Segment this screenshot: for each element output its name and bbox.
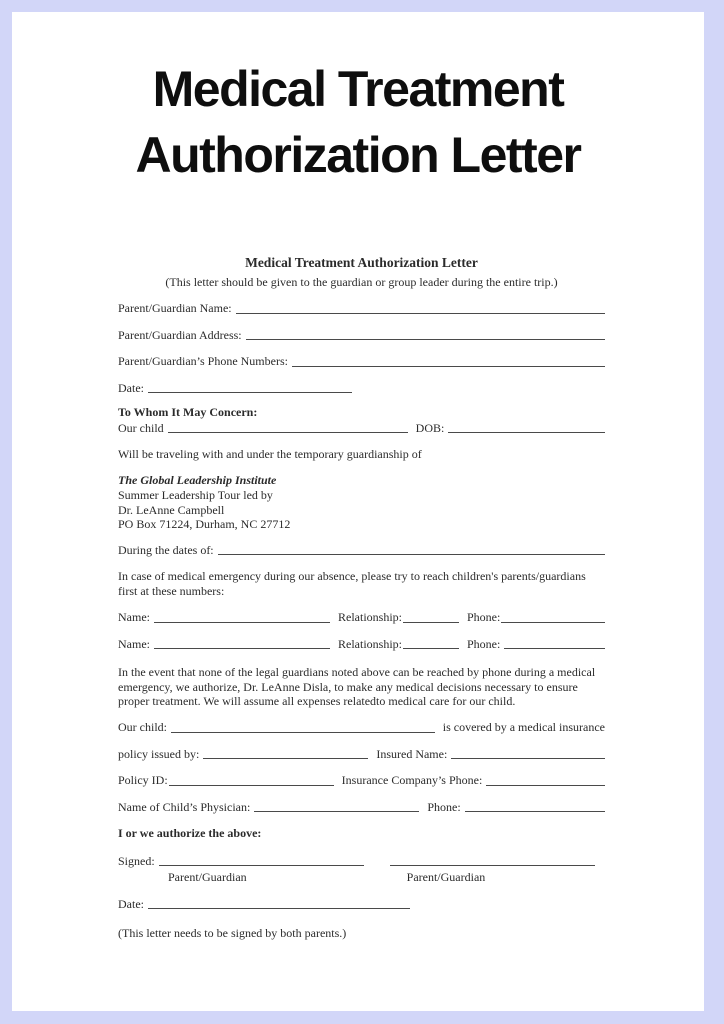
- traveling-line: Will be traveling with and under the temporary guardianship of: [118, 447, 422, 461]
- phone-label: Phone:: [467, 636, 501, 651]
- parent-address-blank-line: [246, 339, 605, 340]
- field-row-physician: [118, 800, 605, 815]
- organization-line4: PO Box 71224, Durham, NC 27712: [118, 517, 291, 532]
- policy-id-blank-line: [169, 785, 334, 786]
- dob-label: DOB:: [415, 420, 445, 435]
- our-child-label: Our child: [118, 420, 164, 435]
- emergency-contact-row-1: [118, 610, 605, 625]
- name-label: Name:: [118, 610, 150, 625]
- contact1-relationship-blank-line: [403, 622, 459, 623]
- phone-label: Phone:: [427, 799, 461, 814]
- policy-issued-blank-line: [203, 758, 368, 759]
- contact1-phone-blank-line: [501, 622, 605, 623]
- insured-name-label: Insured Name:: [376, 746, 448, 761]
- emergency-paragraph: In case of medical emergency during our absence, please try to reach children's parents/guardians first at these numbers:: [118, 569, 586, 598]
- policy-id-label: Policy ID:: [118, 773, 168, 788]
- parent-name-label: Parent/Guardian Name:: [118, 301, 232, 315]
- field-row-parent-address: [118, 328, 605, 343]
- organization-name: The Global Leadership Institute: [118, 473, 277, 488]
- letter-body: [118, 256, 605, 941]
- field-row-parent-phones: [118, 354, 605, 369]
- contact2-phone-blank-line: [504, 648, 605, 649]
- physician-name-blank-line: [254, 811, 419, 812]
- emergency-contact-row-2: [118, 637, 605, 652]
- authorize-heading: I or we authorize the above:: [118, 826, 262, 841]
- insurance-phone-blank-line: [486, 785, 605, 786]
- letter-heading: Medical Treatment Authorization Letter: [245, 255, 478, 270]
- contact2-relationship-blank-line: [403, 648, 459, 649]
- field-row-our-child-dob: [118, 421, 605, 436]
- parent-address-label: Parent/Guardian Address:: [118, 327, 242, 342]
- phone-label: Phone:: [467, 610, 501, 625]
- relationship-label: Relationship:: [338, 636, 402, 651]
- letter-note: (This letter should be given to the guardian or group leader during the entire trip.): [165, 274, 558, 289]
- parent-guardian-caption-1: Parent/Guardian: [168, 870, 247, 885]
- organization-line2: Summer Leadership Tour led by: [118, 488, 273, 502]
- during-dates-label: During the dates of:: [118, 542, 214, 557]
- contact1-name-blank-line: [154, 622, 330, 623]
- name-label: Name:: [118, 636, 150, 651]
- salutation: To Whom It May Concern:: [118, 405, 258, 419]
- signature1-blank-line: [159, 865, 364, 866]
- parent-name-blank-line: [236, 313, 605, 314]
- footer-note: (This letter needs to be signed by both parents.): [118, 926, 347, 941]
- contact2-name-blank-line: [154, 648, 330, 649]
- date-blank-line: [148, 392, 352, 393]
- parent-phones-blank-line: [292, 366, 605, 367]
- insurance-phone-label: Insurance Company’s Phone:: [341, 773, 483, 788]
- field-row-policy-issued: [118, 747, 605, 762]
- relationship-label: Relationship:: [338, 610, 402, 625]
- field-row-signature-date: [118, 897, 605, 912]
- insured-name-blank-line: [451, 758, 605, 759]
- signature-date-blank-line: [148, 908, 410, 909]
- organization-block: [118, 473, 605, 531]
- field-row-policy-id: [118, 773, 605, 788]
- page-title-line1: Medical Treatment: [152, 61, 564, 117]
- parent-guardian-caption-2: Parent/Guardian: [406, 870, 486, 885]
- signature2-blank-line: [390, 865, 595, 866]
- policy-issued-label: policy issued by:: [118, 746, 200, 761]
- field-row-parent-name: [118, 301, 605, 316]
- physician-phone-blank-line: [465, 811, 605, 812]
- our-child2-label: Our child:: [118, 720, 167, 735]
- physician-label: Name of Child’s Physician:: [118, 799, 251, 814]
- our-child-blank-line: [168, 432, 408, 433]
- authorization-paragraph: In the event that none of the legal guardians noted above can be reached by phone during a medical emergency, we authorize, Dr. LeAnne Disla, to make any medical decisions necessary to ensure proper treatment. We will assume all expenses relatedto medical care for our child.: [118, 665, 596, 708]
- dob-blank-line: [448, 432, 605, 433]
- covered-text: is covered by a medical insurance: [442, 720, 605, 735]
- organization-line3: Dr. LeAnne Campbell: [118, 502, 225, 517]
- field-row-date: [118, 381, 605, 396]
- date-label: Date:: [118, 380, 144, 395]
- document-page: [12, 12, 704, 1011]
- signature-row: [118, 854, 605, 869]
- signature-captions: [118, 870, 605, 885]
- our-child2-blank-line: [171, 732, 435, 733]
- page-title-line2: Authorization Letter: [135, 127, 581, 183]
- field-row-during-dates: [118, 543, 605, 558]
- signed-label: Signed:: [118, 853, 155, 868]
- date2-label: Date:: [118, 896, 144, 911]
- page-title: [12, 12, 704, 188]
- field-row-our-child-insurance: [118, 720, 605, 735]
- parent-phones-label: Parent/Guardian’s Phone Numbers:: [118, 354, 288, 368]
- during-dates-blank-line: [218, 554, 605, 555]
